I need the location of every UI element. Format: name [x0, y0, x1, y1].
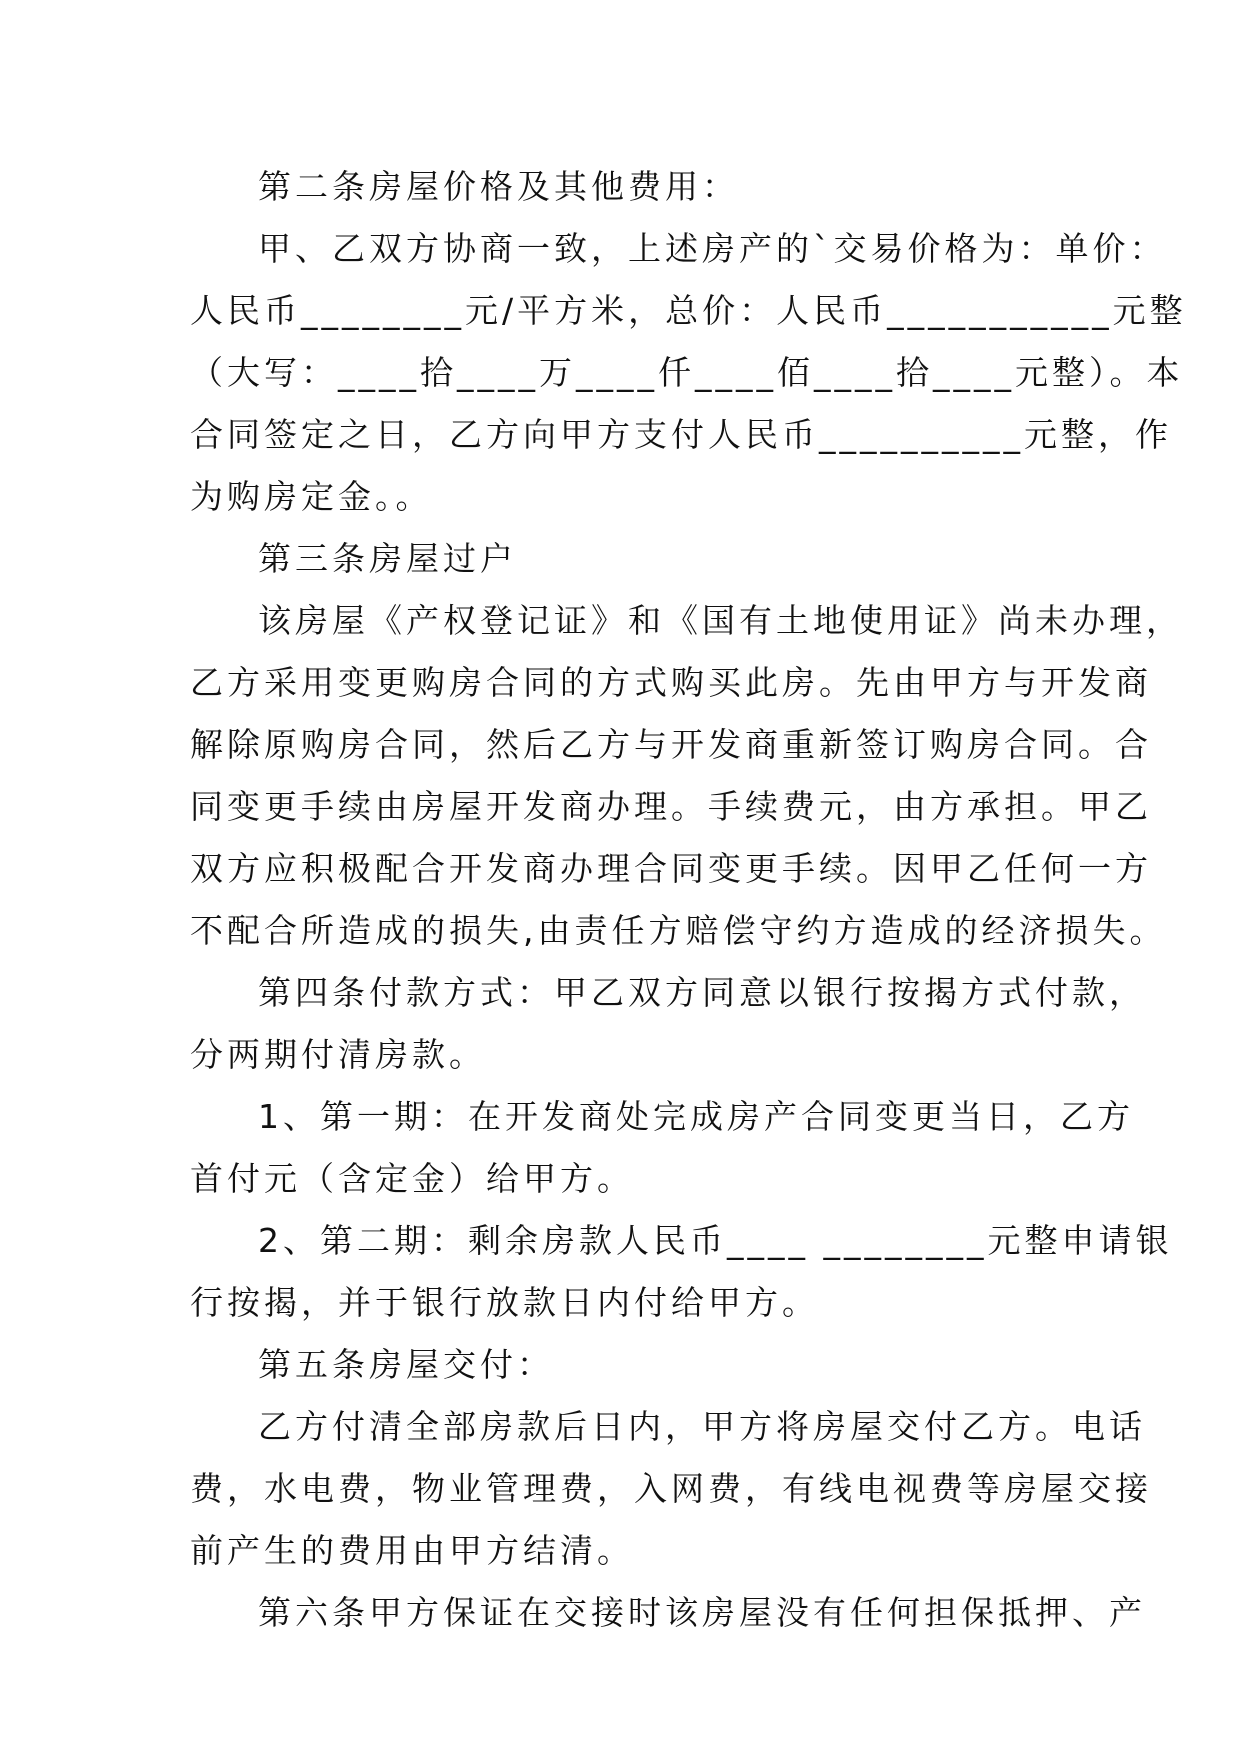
text-line: 第六条甲方保证在交接时该房屋没有任何担保抵押、产 [258, 1593, 1146, 1632]
clause-5-heading [190, 1334, 1070, 1396]
text-line: 1、第一期：在开发商处完成房产合同变更当日，乙方 [258, 1097, 1134, 1136]
payment-phase-2-paragraph [190, 1210, 1173, 1334]
document-body [190, 156, 1187, 1644]
text-line: 同变更手续由房屋开发商办理。手续费元，由方承担。甲乙 [190, 787, 1152, 826]
text-line: 第四条付款方式：甲乙双方同意以银行按揭方式付款， [258, 973, 1146, 1012]
text-line: 为购房定金。。 [190, 477, 433, 516]
clause-6-paragraph [190, 1582, 1146, 1644]
text-line: 第二条房屋价格及其他费用： [258, 167, 739, 206]
text-line: 乙方采用变更购房合同的方式购买此房。先由甲方与开发商 [190, 663, 1152, 702]
text-line: 双方应积极配合开发商办理合同变更手续。因甲乙任何一方 [190, 849, 1152, 888]
payment-phase-1-paragraph [190, 1086, 1134, 1210]
text-line: 费，水电费，物业管理费，入网费，有线电视费等房屋交接 [190, 1469, 1152, 1508]
text-line: 第三条房屋过户 [258, 539, 517, 578]
text-line: （大写：____拾____万____仟____佰____拾____元整）。本 [190, 353, 1184, 392]
text-line: 该房屋《产权登记证》和《国有土地使用证》尚未办理， [258, 601, 1183, 640]
clause-2-price-paragraph [190, 218, 1187, 528]
clause-5-delivery-paragraph [190, 1396, 1152, 1582]
text-line: 分两期付清房款。 [190, 1035, 486, 1074]
text-line: 2、第二期：剩余房款人民币____ ________元整申请银 [258, 1221, 1173, 1260]
text-line: 解除原购房合同，然后乙方与开发商重新签订购房合同。合 [190, 725, 1152, 764]
clause-3-heading [190, 528, 1070, 590]
clause-3-transfer-paragraph [190, 590, 1183, 962]
text-line: 行按揭，并于银行放款日内付给甲方。 [190, 1283, 819, 1322]
text-line: 乙方付清全部房款后日内，甲方将房屋交付乙方。电话 [258, 1407, 1146, 1446]
text-line: 首付元（含定金）给甲方。 [190, 1159, 634, 1198]
text-line: 第五条房屋交付： [258, 1345, 554, 1384]
clause-2-heading [190, 156, 1070, 218]
text-line: 人民币________元/平方米，总价：人民币___________元整 [190, 291, 1187, 330]
text-line: 甲、乙双方协商一致，上述房产的`交易价格为：单价： [258, 229, 1167, 268]
text-line: 合同签定之日，乙方向甲方支付人民币__________元整，作 [190, 415, 1172, 454]
clause-4-payment-paragraph [190, 962, 1146, 1086]
text-line: 前产生的费用由甲方结清。 [190, 1531, 634, 1570]
text-line: 不配合所造成的损失,由责任方赔偿守约方造成的经济损失。 [190, 911, 1167, 950]
